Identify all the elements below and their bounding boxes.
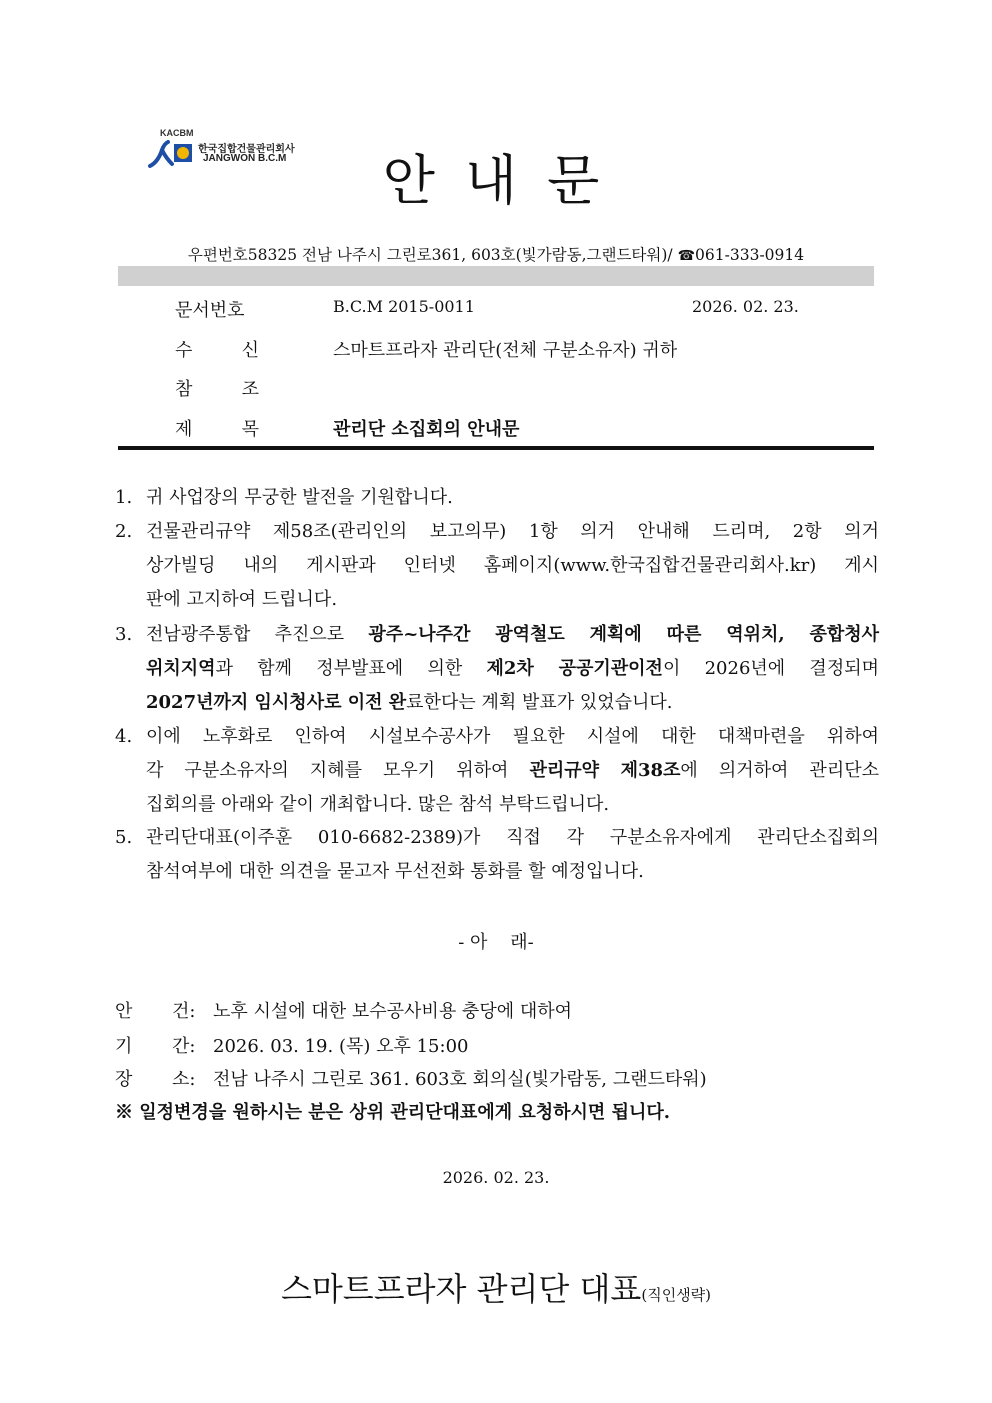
header-band bbox=[118, 266, 874, 286]
bold-run: 광주~나주간 광역철도 계획에 따른 역위치, 종합청사 bbox=[368, 624, 879, 645]
paragraph-line: 관리단대표(이주훈 010-6682-2389)가 직접 각 구분소유자에게 관리단소집회의 bbox=[146, 827, 879, 848]
below-heading bbox=[0, 928, 992, 954]
paragraph-number: 5. bbox=[115, 827, 133, 848]
schedule-note: ※ 일정변경을 원하시는 분은 상위 관리단대표에게 요청하시면 됩니다. bbox=[115, 1102, 670, 1123]
detail-label-char: 기 bbox=[115, 1036, 133, 1057]
page-title: 안내문 bbox=[382, 149, 630, 212]
paragraph-line bbox=[146, 652, 879, 686]
detail-place bbox=[115, 1065, 707, 1091]
text-run: 료한다는 계획 발표가 있었습니다. bbox=[406, 692, 673, 713]
signature-note: (직인생략) bbox=[641, 1286, 712, 1304]
paragraph-line bbox=[146, 754, 879, 788]
detail-label bbox=[115, 1032, 205, 1058]
detail-value: 전남 나주시 그린로 361. 603호 회의실(빛가람동, 그랜드타워) bbox=[213, 1069, 707, 1090]
paragraph-line bbox=[146, 618, 879, 652]
detail-period bbox=[115, 1032, 468, 1058]
bold-run: 2027년까지 임시청사로 이전 완 bbox=[146, 692, 407, 713]
bold-run: 위치지역 bbox=[146, 658, 216, 679]
paragraph-line: 집회의를 아래와 같이 개최합니다. 많은 참석 부탁드립니다. bbox=[146, 794, 610, 815]
detail-item bbox=[115, 997, 572, 1023]
signature bbox=[0, 1264, 992, 1310]
recipient: 스마트프라자 관리단(전체 구분소유자) 귀하 bbox=[333, 340, 678, 361]
paragraph-1 bbox=[115, 481, 879, 515]
reference-label bbox=[175, 375, 259, 401]
paragraph-2 bbox=[115, 515, 879, 617]
text-run: 에 의거하여 관리단소 bbox=[680, 760, 879, 781]
detail-label-char: 간: bbox=[172, 1036, 196, 1057]
bold-run: 관리규약 제38조 bbox=[529, 760, 681, 781]
signature-text: 스마트프라자 관리단 대표 bbox=[280, 1270, 642, 1308]
text-run: 각 구분소유자의 지혜를 모우기 위하여 bbox=[146, 760, 530, 781]
text-run: 이 2026년에 결정되며 bbox=[662, 658, 879, 679]
paragraph-line: 건물관리규약 제58조(관리인의 보고의무) 1항 의거 안내해 드리며, 2항 의거 bbox=[146, 521, 879, 542]
paragraph-line: 참석여부에 대한 의견을 묻고자 무선전화 통화를 할 예정입니다. bbox=[146, 861, 644, 882]
doc-no-label: 문서번호 bbox=[175, 300, 245, 321]
paragraph-number: 3. bbox=[115, 624, 133, 645]
detail-value: 2026. 03. 19. (목) 오후 15:00 bbox=[213, 1036, 469, 1057]
address-text: 우편번호58325 전남 나주시 그린로361, 603호(빛가람동,그랜드타워)/ bbox=[187, 246, 678, 264]
detail-label-char: 장 bbox=[115, 1069, 133, 1090]
logo-abbr: KACBM bbox=[160, 128, 194, 138]
subject: 관리단 소집회의 안내문 bbox=[333, 419, 520, 440]
recipient-label-2: 신 bbox=[241, 340, 259, 361]
paragraph-line: 귀 사업장의 무궁한 발전을 기원합니다. bbox=[146, 487, 453, 508]
subject-label-1: 제 bbox=[175, 419, 193, 440]
paragraph-line: 이에 노후화로 인하여 시설보수공사가 필요한 시설에 대한 대책마련을 위하여 bbox=[146, 726, 879, 747]
phone-number: 061-333-0914 bbox=[695, 246, 805, 264]
address-line bbox=[118, 243, 874, 265]
paragraph-number: 4. bbox=[115, 726, 133, 747]
detail-label bbox=[115, 997, 205, 1023]
below-heading-text: - 아 래- bbox=[458, 932, 534, 953]
detail-value: 노후 시설에 대한 보수공사비용 충당에 대하여 bbox=[213, 1001, 572, 1022]
paragraph-3 bbox=[115, 618, 879, 720]
paragraph-line: 판에 고지하여 드립니다. bbox=[146, 589, 338, 610]
text-run: 과 함께 정부발표에 의한 bbox=[215, 658, 487, 679]
phone-icon: ☎ bbox=[677, 248, 696, 264]
header-divider bbox=[118, 446, 874, 450]
recipient-label bbox=[175, 336, 259, 362]
paragraph-number: 1. bbox=[115, 487, 133, 508]
paragraph-line: 상가빌딩 내의 게시판과 인터넷 홈페이지(www.한국집합건물관리회사.kr) 게시 bbox=[146, 555, 879, 576]
detail-label-char: 소: bbox=[172, 1069, 196, 1090]
bold-run: 제2차 공공기관이전 bbox=[486, 658, 663, 679]
reference-label-1: 참 bbox=[175, 379, 193, 400]
subject-label-2: 목 bbox=[241, 419, 259, 440]
text-run: 전남광주통합 추진으로 bbox=[146, 624, 369, 645]
detail-label-char: 건: bbox=[172, 1001, 196, 1022]
recipient-label-1: 수 bbox=[175, 340, 193, 361]
doc-date: 2026. 02. 23. bbox=[692, 297, 799, 316]
paragraph-4 bbox=[115, 720, 879, 822]
logo-korean-name: 한국집합건물관리회사 bbox=[198, 144, 295, 155]
detail-label-char: 안 bbox=[115, 1001, 133, 1022]
paragraph-5 bbox=[115, 821, 879, 889]
paragraph-line bbox=[146, 686, 879, 720]
footer-date: 2026. 02. 23. bbox=[442, 1168, 550, 1187]
doc-no: B.C.M 2015-0011 bbox=[333, 297, 475, 316]
reference-label-2: 조 bbox=[241, 379, 259, 400]
paragraph-number: 2. bbox=[115, 521, 133, 542]
subject-label bbox=[175, 415, 259, 441]
detail-label bbox=[115, 1065, 205, 1091]
logo-english-name: JANGWON B.C.M bbox=[203, 153, 287, 164]
